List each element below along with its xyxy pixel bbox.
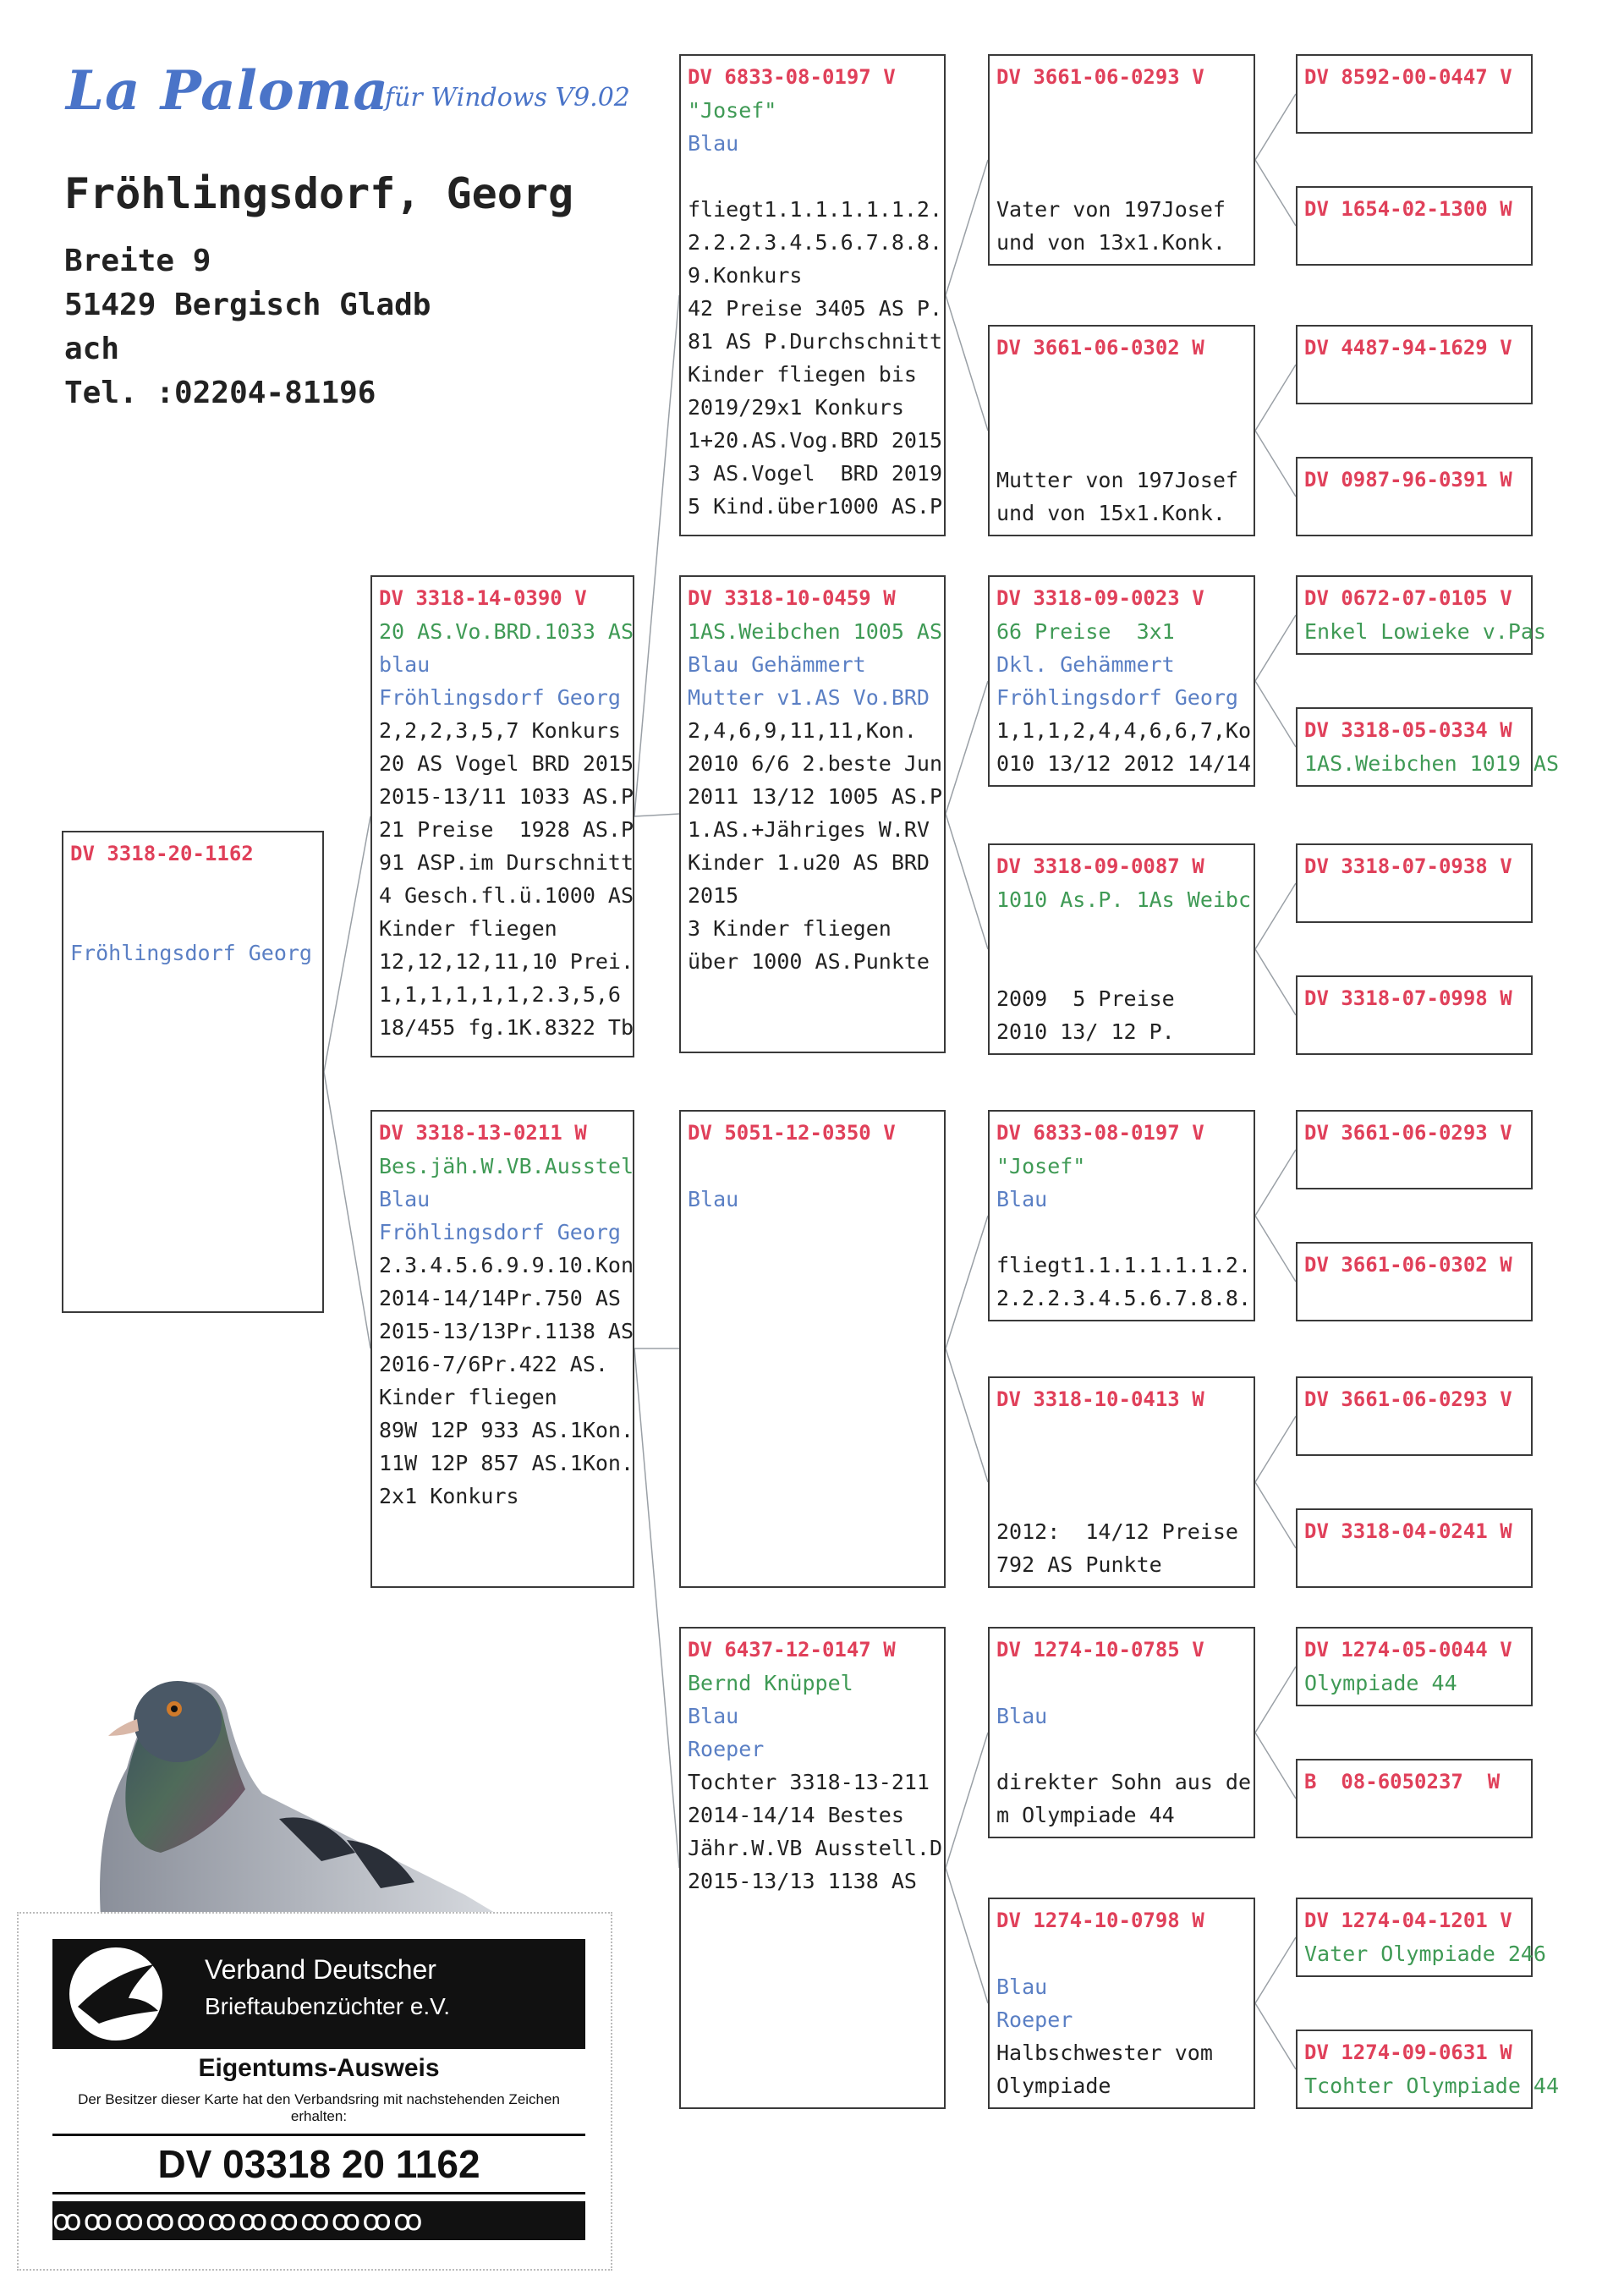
- pedigree-line: Tcohter Olympiade 44: [1304, 2074, 1560, 2098]
- pedigree-line: 2,4,6,9,11,11,Kon.: [688, 718, 917, 743]
- box-fm-mother: [988, 843, 1255, 1055]
- ring-number: DV 3318-09-0087 W: [996, 854, 1204, 878]
- ring-number: DV 1274-04-1201 V: [1304, 1909, 1512, 1932]
- pedigree-line: Blau: [688, 1187, 739, 1211]
- connector-line: [1255, 1667, 1296, 1733]
- connector-line: [946, 1348, 988, 1482]
- ring-number: DV 6833-08-0197 V: [996, 1121, 1204, 1145]
- spacer: [996, 1449, 1247, 1482]
- connector-line: [634, 814, 679, 816]
- ring-number: DV 3661-06-0302 W: [996, 336, 1204, 360]
- ring-number: DV 3318-10-0459 W: [688, 586, 896, 610]
- pedigree-line: 2015-13/13 1138 AS: [688, 1869, 917, 1893]
- ring-number: DV 3318-09-0023 V: [996, 586, 1204, 610]
- pedigree-line: 21 Preise 1928 AS.P: [379, 817, 634, 842]
- owner-name: Fröhlingsdorf, Georg: [64, 169, 574, 218]
- pedigree-line: Roeper: [996, 2008, 1073, 2032]
- spacer: [996, 398, 1247, 431]
- pedigree-line: 2012: 14/12 Preise: [996, 1519, 1238, 1544]
- connector-line: [1255, 431, 1296, 497]
- box-mm-mother: [988, 1898, 1255, 2109]
- pedigree-line: 2015-13/11 1033 AS.P: [379, 784, 634, 809]
- pedigree-line: Kinder 1.u20 AS BRD: [688, 850, 930, 875]
- pedigree-line: Fröhlingsdorf Georg: [379, 685, 621, 710]
- connector-line: [324, 816, 370, 1072]
- pedigree-line: 12,12,12,11,10 Prei.: [379, 949, 634, 974]
- pedigree-line: 2011 13/12 1005 AS.P: [688, 784, 943, 809]
- pedigree-line: 2016-7/6Pr.422 AS.: [379, 1352, 608, 1376]
- address-phone: Tel. :02204-81196: [64, 376, 376, 410]
- connector-line: [634, 1348, 679, 1868]
- pedigree-line: Kinder fliegen: [379, 916, 557, 941]
- spacer: [996, 916, 1247, 949]
- box-gen4-3: [1296, 325, 1533, 404]
- pedigree-line: 2x1 Konkurs: [379, 1484, 519, 1508]
- pedigree-line: Bes.jäh.W.VB.Ausstel: [379, 1154, 634, 1178]
- connector-line: [1255, 1937, 1296, 2003]
- pedigree-line: Mutter von 197Josef: [996, 468, 1238, 492]
- box-gen4-7: [1296, 843, 1533, 923]
- connector-line: [946, 681, 988, 814]
- box-ff-mother: [988, 325, 1255, 536]
- ring-number: DV 3318-05-0334 W: [1304, 718, 1512, 742]
- box-mm-father: [988, 1627, 1255, 1838]
- pedigree-line: 20 AS Vogel BRD 2015: [379, 751, 634, 776]
- card-org-line1: Verband Deutscher: [205, 1954, 436, 1985]
- address-street: Breite 9: [64, 244, 211, 278]
- address-city-cont: ach: [64, 332, 120, 366]
- card-text: Der Besitzer dieser Karte hat den Verbandsring mit nachstehenden Zeichen erhalten:: [78, 2091, 560, 2124]
- pedigree-line: Olympiade: [996, 2074, 1111, 2098]
- box-ff-father: [988, 54, 1255, 266]
- pedigree-line: 2015: [688, 883, 739, 908]
- ring-number: DV 3318-13-0211 W: [379, 1121, 587, 1145]
- connector-line: [1255, 160, 1296, 226]
- box-gen4-6: [1296, 707, 1560, 787]
- ring-number: B 08-6050237 W: [1304, 1770, 1501, 1793]
- pedigree-line: Tochter 3318-13-211: [688, 1770, 930, 1794]
- pedigree-line: Olympiade 44: [1304, 1671, 1457, 1695]
- pedigree-line: 9.Konkurs: [688, 263, 803, 288]
- pedigree-line: 2010 13/ 12 P.: [996, 1019, 1175, 1044]
- address-city: 51429 Bergisch Gladb: [64, 288, 431, 322]
- box-gen4-1: [1296, 54, 1533, 134]
- ring-number: DV 3661-06-0302 W: [1304, 1253, 1512, 1277]
- pedigree-line: 20 AS.Vo.BRD.1033 AS: [379, 619, 634, 644]
- ownership-card: [17, 1912, 612, 2271]
- spacer: [996, 1416, 1247, 1449]
- pedigree-line: Roeper: [688, 1737, 765, 1761]
- connector-line: [1255, 681, 1296, 747]
- spacer: [996, 160, 1247, 193]
- ring-number: DV 4487-94-1629 V: [1304, 336, 1512, 360]
- pedigree-line: Blau: [379, 1187, 431, 1211]
- ring-number: DV 1274-09-0631 W: [1304, 2041, 1512, 2064]
- box-gen4-2: [1296, 186, 1533, 266]
- box-gen4-8: [1296, 975, 1533, 1055]
- connector-line: [1255, 1216, 1296, 1282]
- spacer: [996, 127, 1247, 160]
- pedigree-line: Fröhlingsdorf Georg: [996, 685, 1238, 710]
- box-gen4-12: [1296, 1508, 1533, 1588]
- card-pattern-band: ꝏꝏꝏꝏꝏꝏꝏꝏꝏꝏꝏꝏ: [52, 2201, 585, 2240]
- pedigree-line: 010 13/12 2012 14/14: [996, 751, 1252, 776]
- connector-line: [1255, 1150, 1296, 1216]
- pedigree-line: 2.3.4.5.6.9.9.10.Kon: [379, 1253, 634, 1277]
- pedigree-line: 2010 6/6 2.beste Jun: [688, 751, 943, 776]
- ring-number: DV 1274-10-0798 W: [996, 1909, 1204, 1932]
- connector-line: [324, 1072, 370, 1348]
- spacer: [70, 871, 315, 904]
- pedigree-line: 5 Kind.über1000 AS.P: [688, 494, 943, 519]
- spacer: [996, 365, 1247, 398]
- box-gen4-15: [1296, 1898, 1546, 1977]
- box-mf-father: [988, 1110, 1255, 1321]
- pedigree-line: 1010 As.P. 1As Weibc: [996, 887, 1252, 912]
- connector-line: [946, 1868, 988, 2003]
- box-fm-father: [988, 575, 1255, 787]
- pedigree-line: fliegt1.1.1.1.1.1.2.: [688, 197, 943, 222]
- app-version: für Windows V9.02: [385, 83, 630, 113]
- pedigree-line: direkter Sohn aus de: [996, 1770, 1252, 1794]
- box-gen4-4: [1296, 457, 1533, 536]
- pedigree-line: 1AS.Weibchen 1005 AS: [688, 619, 943, 644]
- spacer: [996, 1482, 1247, 1515]
- connector-line: [634, 295, 679, 816]
- pedigree-line: Vater Olympiade 246: [1304, 1942, 1546, 1966]
- pedigree-line: 1.AS.+Jähriges W.RV: [688, 817, 930, 842]
- spacer: [996, 1216, 1247, 1249]
- pedigree-line: Fröhlingsdorf Georg: [70, 941, 312, 965]
- connector-line: [1255, 883, 1296, 949]
- ring-number: DV 3318-07-0998 W: [1304, 986, 1512, 1010]
- box-gen4-9: [1296, 1110, 1533, 1189]
- pedigree-line: Mutter v1.AS Vo.BRD: [688, 685, 930, 710]
- connector-line: [946, 814, 988, 949]
- spacer: [996, 1733, 1247, 1766]
- dove-emblem-icon: [52, 1939, 188, 2049]
- pedigree-line: Jähr.W.VB Ausstell.D: [688, 1836, 943, 1860]
- pedigree-line: Blau: [688, 1704, 739, 1728]
- ring-number: DV 3318-07-0938 V: [1304, 854, 1512, 878]
- ring-number: DV 3661-06-0293 V: [1304, 1121, 1512, 1145]
- pedigree-line: 42 Preise 3405 AS P.: [688, 296, 943, 321]
- pedigree-line: 81 AS P.Durchschnitt: [688, 329, 943, 354]
- pedigree-line: 2,2,2,3,5,7 Konkurs: [379, 718, 621, 743]
- box-father-father: [679, 54, 946, 536]
- box-father-mother: [679, 575, 946, 1053]
- box-gen4-16: [1296, 2030, 1560, 2109]
- ring-number: DV 3661-06-0293 V: [1304, 1387, 1512, 1411]
- ring-number: DV 3661-06-0293 V: [996, 65, 1204, 89]
- pedigree-line: 91 ASP.im Durschnitt: [379, 850, 634, 875]
- pedigree-line: 66 Preise 3x1: [996, 619, 1175, 644]
- box-gen4-11: [1296, 1376, 1533, 1456]
- pedigree-line: und von 15x1.Konk.: [996, 501, 1226, 525]
- box-gen4-13: [1296, 1627, 1533, 1706]
- pedigree-line: Blau: [996, 1704, 1048, 1728]
- pedigree-line: Fröhlingsdorf Georg: [379, 1220, 621, 1244]
- pedigree-line: 2015-13/13Pr.1138 AS: [379, 1319, 634, 1343]
- ring-number: DV 5051-12-0350 V: [688, 1121, 896, 1145]
- pedigree-line: Enkel Lowieke v.Pas: [1304, 619, 1546, 644]
- connector-line: [1255, 949, 1296, 1015]
- box-gen4-10: [1296, 1242, 1533, 1321]
- card-header: [52, 1939, 585, 2049]
- ring-number: DV 3318-20-1162: [70, 842, 254, 865]
- box-mother-father: [679, 1110, 946, 1588]
- pedigree-line: 3 AS.Vogel BRD 2019: [688, 461, 943, 486]
- pedigree-line: Vater von 197Josef: [996, 197, 1226, 222]
- box-gen4-5: [1296, 575, 1546, 655]
- card-org-line2: Brieftaubenzüchter e.V.: [205, 1993, 451, 2019]
- card-ring-number: DV 03318 20 1162: [157, 2142, 480, 2186]
- pedigree-line: 3 Kinder fliegen: [688, 916, 892, 941]
- spacer: [996, 94, 1247, 127]
- pedigree-line: Kinder fliegen bis: [688, 362, 917, 387]
- spacer: [70, 904, 315, 937]
- pedigree-line: 2.2.2.3.4.5.6.7.8.8.: [688, 230, 943, 255]
- ring-number: DV 6437-12-0147 W: [688, 1638, 896, 1662]
- ring-number: DV 1274-05-0044 V: [1304, 1638, 1512, 1662]
- connector-line: [1255, 1733, 1296, 1799]
- pedigree-line: 11W 12P 857 AS.1Kon.: [379, 1451, 634, 1475]
- ring-number: DV 3318-10-0413 W: [996, 1387, 1204, 1411]
- spacer: [688, 1150, 937, 1183]
- card-number-box: [52, 2134, 585, 2194]
- app-logo: La Paloma: [66, 59, 389, 123]
- connector-line: [946, 160, 988, 295]
- pedigree-line: 18/455 fg.1K.8322 Tb: [379, 1015, 634, 1040]
- spacer: [688, 160, 937, 193]
- spacer: [996, 1667, 1247, 1700]
- connector-line: [1255, 365, 1296, 431]
- connector-line: [1255, 2003, 1296, 2069]
- connector-line: [1255, 1416, 1296, 1482]
- pedigree-line: Blau: [996, 1975, 1048, 1999]
- box-mother: [370, 1110, 634, 1588]
- pedigree-line: Bernd Knüppel: [688, 1671, 853, 1695]
- pedigree-line: Blau: [996, 1187, 1048, 1211]
- pedigree-line: 4 Gesch.fl.ü.1000 AS: [379, 883, 634, 908]
- pedigree-line: 2014-14/14Pr.750 AS: [379, 1286, 621, 1310]
- pedigree-line: m Olympiade 44: [996, 1803, 1175, 1827]
- spacer: [996, 1937, 1247, 1970]
- ring-number: DV 3318-04-0241 W: [1304, 1519, 1512, 1543]
- ring-number: DV 0987-96-0391 W: [1304, 468, 1512, 492]
- box-father: [370, 575, 634, 1057]
- pedigree-line: "Josef": [996, 1154, 1086, 1178]
- pedigree-line: Dkl. Gehämmert: [996, 652, 1175, 677]
- ring-number: DV 1654-02-1300 W: [1304, 197, 1512, 221]
- connector-line: [946, 1733, 988, 1868]
- spacer: [996, 431, 1247, 464]
- pedigree-line: 2014-14/14 Bestes: [688, 1803, 904, 1827]
- pedigree-line: 1AS.Weibchen 1019 AS: [1304, 751, 1560, 776]
- connector-line: [946, 295, 988, 431]
- box-mf-mother: [988, 1376, 1255, 1588]
- box-mother-mother: [679, 1627, 946, 2109]
- pigeon-photo: [68, 1641, 508, 1929]
- pedigree-line: 792 AS Punkte: [996, 1552, 1162, 1577]
- ring-number: DV 1274-10-0785 V: [996, 1638, 1204, 1662]
- box-gen4-14: [1296, 1759, 1533, 1838]
- pedigree-line: 89W 12P 933 AS.1Kon.: [379, 1418, 634, 1442]
- pedigree-line: über 1000 AS.Punkte: [688, 949, 930, 974]
- pedigree-line: 2009 5 Preise: [996, 986, 1175, 1011]
- connector-line: [1255, 1482, 1296, 1548]
- pedigree-line: Halbschwester vom: [996, 2041, 1213, 2065]
- connector-line: [1255, 94, 1296, 160]
- pedigree-line: 2.2.2.3.4.5.6.7.8.8.: [996, 1286, 1252, 1310]
- pedigree-line: Blau: [688, 131, 739, 156]
- box-subject: [62, 831, 324, 1313]
- card-title: Eigentums-Ausweis: [198, 2054, 440, 2082]
- connector-line: [1255, 615, 1296, 681]
- pedigree-line: fliegt1.1.1.1.1.1.2.: [996, 1253, 1252, 1277]
- ring-number: DV 3318-14-0390 V: [379, 586, 587, 610]
- pedigree-line: 1+20.AS.Vog.BRD 2015: [688, 428, 943, 453]
- pedigree-line: 2019/29x1 Konkurs: [688, 395, 904, 420]
- ring-number: DV 6833-08-0197 V: [688, 65, 896, 89]
- spacer: [996, 949, 1247, 982]
- pedigree-line: Blau Gehämmert: [688, 652, 866, 677]
- pedigree-line: Kinder fliegen: [379, 1385, 557, 1409]
- pedigree-line: "Josef": [688, 98, 777, 123]
- connector-line: [946, 1216, 988, 1348]
- ring-number: DV 8592-00-0447 V: [1304, 65, 1512, 89]
- pedigree-line: und von 13x1.Konk.: [996, 230, 1226, 255]
- pedigree-line: 1,1,1,2,4,4,6,6,7,Ko: [996, 718, 1252, 743]
- ring-number: DV 0672-07-0105 V: [1304, 586, 1512, 610]
- pedigree-line: blau: [379, 652, 431, 677]
- pedigree-line: 1,1,1,1,1,1,2.3,5,6: [379, 982, 621, 1007]
